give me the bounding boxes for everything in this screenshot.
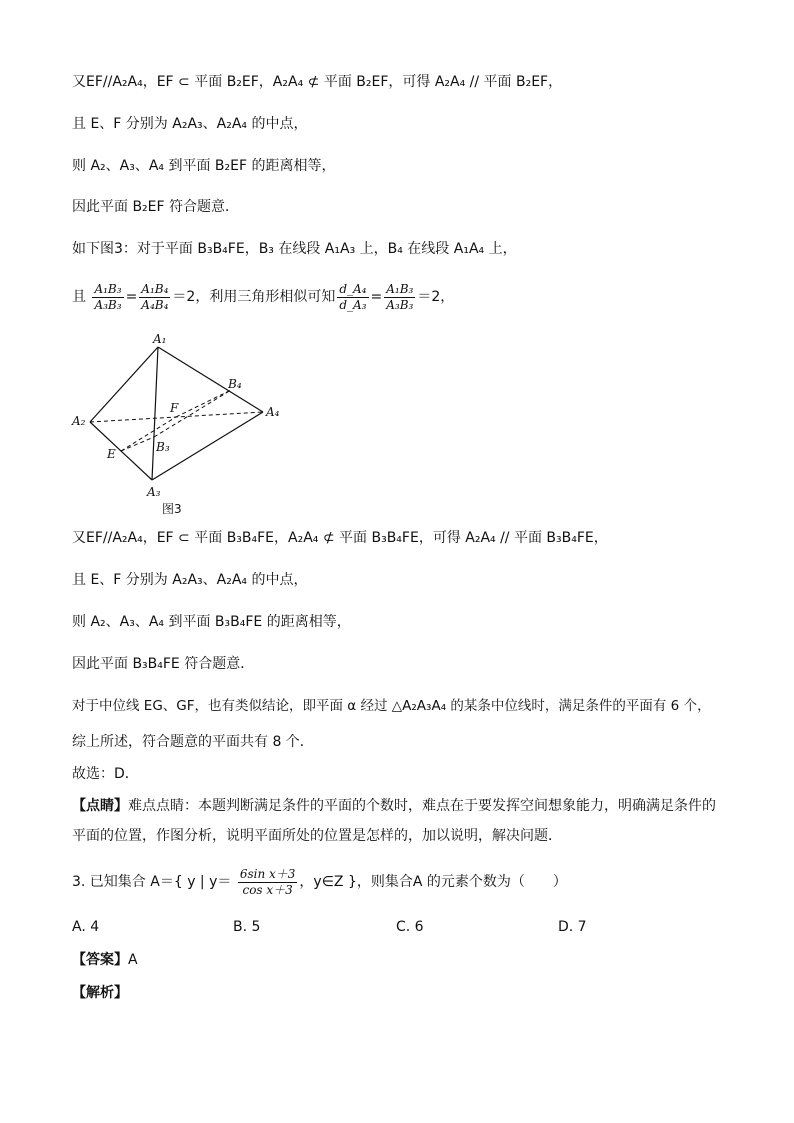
option-c: C. 6 <box>396 919 424 935</box>
label-a1: A₁ <box>153 332 167 346</box>
fraction-numerator: 6sin x＋3 <box>239 866 296 881</box>
text-line: 因此平面 B₃B₄FE 符合题意． <box>72 656 255 672</box>
tip-text: 难点点睛：本题判断满足条件的平面的个数时，难点在于要发挥空间想象能力，明确满足条件的 <box>128 798 716 814</box>
tip-line <box>72 796 716 816</box>
fraction <box>384 282 415 313</box>
option-a: A. 4 <box>72 919 100 935</box>
label-b4: B₄ <box>228 377 242 391</box>
fraction-numerator: d_A₄ <box>339 281 367 296</box>
question-3-suffix: ，y∈Z }，则集合A 的元素个数为（ ） <box>299 874 567 890</box>
text-line: 平面的位置，作图分析，说明平面所处的位置是怎样的，加以说明，解决问题． <box>72 828 562 844</box>
text-line: 因此平面 B₂EF 符合题意． <box>72 199 240 215</box>
answer-tag: 【答案】 <box>72 952 128 968</box>
text-line: 综上所述，符合题意的平面共有 8 个． <box>72 734 314 750</box>
text-line: 对于中位线 EG、GF，也有类似结论，即平面 α 经过 △A₂A₃A₄ 的某条中位线时，满足条件的平面有 6 个， <box>72 698 711 714</box>
fraction-numerator: A₁B₃ <box>94 281 122 296</box>
fraction-denominator: A₃B₃ <box>386 297 414 312</box>
label-a3: A₃ <box>147 485 161 499</box>
fraction-denominator: d_A₃ <box>339 297 367 312</box>
fraction-numerator: A₁B₃ <box>386 281 414 296</box>
answer-line <box>72 950 138 970</box>
fraction-denominator: A₄B₄ <box>141 297 169 312</box>
fraction <box>92 282 123 313</box>
text-line: 且 E、F 分别为 A₂A₃、A₂A₄ 的中点， <box>72 572 308 588</box>
label-a4: A₄ <box>266 405 280 419</box>
fraction-denominator: A₃B₃ <box>94 297 122 312</box>
fraction <box>139 282 170 313</box>
question-3-prefix: 3. 已知集合 A＝{ y | y＝ <box>72 874 232 890</box>
text-line: 且 E、F 分别为 A₂A₃、A₂A₄ 的中点， <box>72 116 308 132</box>
answer-value: A <box>128 952 138 968</box>
edge-a1-a2 <box>90 347 158 422</box>
tetrahedron-figure <box>70 330 290 520</box>
label-a2: A₂ <box>72 414 86 428</box>
label-e: E <box>107 447 116 461</box>
ratio-middle: ＝2，利用三角形相似可知 <box>172 289 336 305</box>
segment-eb3 <box>121 437 154 451</box>
ratio-suffix: ＝2， <box>417 289 455 305</box>
ratio-line: 且 $\frac{\text{A₁B₃}}{\text{A₃B₃}}$ = $\frac{\text{A₁B₄}}{\text{A₄B₄}}$ ＝2，利用三角形相似可知 $\frac{\text{d\_A₄}}{\text{d\_A₃}}$ = $\frac{\text{A₁B₃}}{\text{A₃B₃}}$ ＝2， <box>72 281 455 312</box>
segment-fb4 <box>176 390 231 417</box>
edge-a1-a3 <box>152 347 158 480</box>
fraction-denominator: cos x＋3 <box>242 882 293 897</box>
figure-caption: 图3 <box>162 502 182 516</box>
fraction <box>238 867 298 898</box>
ratio-prefix: 且 <box>72 289 86 305</box>
text-line: 如下图3：对于平面 B₃B₄FE，B₃ 在线段 A₁A₃ 上，B₄ 在线段 A₁A₄ 上， <box>72 241 517 257</box>
text-line: 故选：D． <box>72 766 139 782</box>
question-3 <box>72 864 567 900</box>
analysis-tag: 【解析】 <box>72 985 128 1001</box>
label-f: F <box>170 401 179 415</box>
option-b: B. 5 <box>233 919 261 935</box>
text-line: 又EF//A₂A₄，EF ⊂ 平面 B₃B₄FE，A₂A₄ ⊄ 平面 B₃B₄FE，可得 A₂A₄ // 平面 B₃B₄FE， <box>72 530 608 546</box>
fraction-numerator: A₁B₄ <box>141 281 169 296</box>
label-b3: B₃ <box>156 440 170 454</box>
text-line: 又EF//A₂A₄，EF ⊂ 平面 B₂EF，A₂A₄ ⊄ 平面 B₂EF，可得 A₂A₄ // 平面 B₂EF， <box>72 74 563 90</box>
option-d: D. 7 <box>558 919 587 935</box>
text-line: 则 A₂、A₃、A₄ 到平面 B₂EF 的距离相等， <box>72 158 336 174</box>
segment-b3b4 <box>154 390 231 437</box>
tip-tag: 【点睛】 <box>72 798 128 814</box>
text-line: 则 A₂、A₃、A₄ 到平面 B₃B₄FE 的距离相等， <box>72 614 351 630</box>
fraction <box>337 282 368 313</box>
